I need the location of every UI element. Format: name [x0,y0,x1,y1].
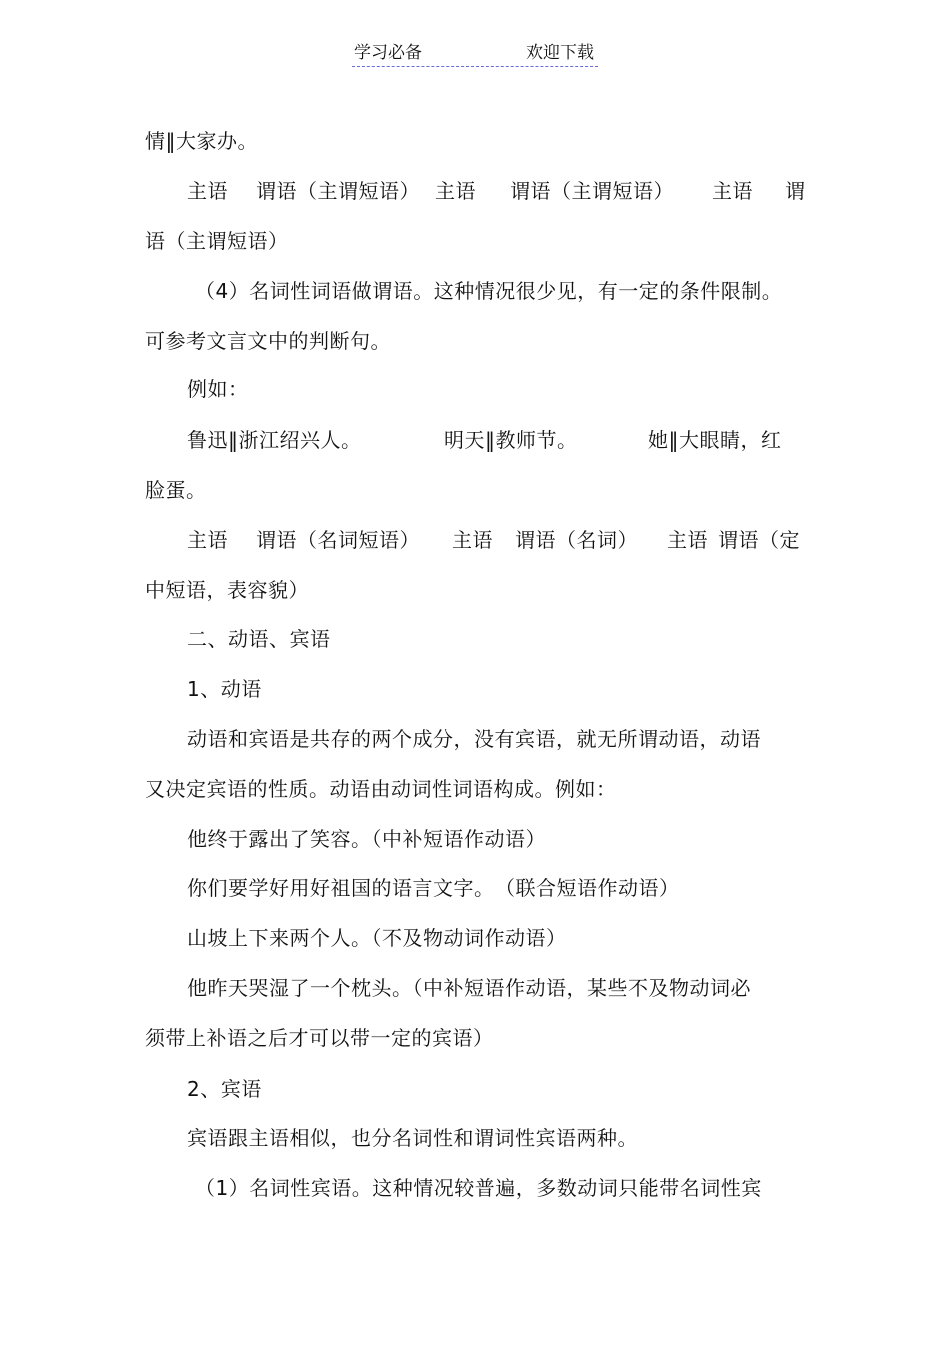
line-segment: 谓语（定 [718,528,800,552]
text-line: 可参考文言文中的判断句。 [145,329,391,353]
text-line: 须带上补语之后才可以带一定的宾语） [145,1026,494,1050]
example-line: 山坡上下来两个人。（不及物动词作动语） [187,926,567,950]
line-segment: 她‖大眼睛，红 [648,428,782,452]
line-segment: 谓语（主谓短语） [256,179,420,203]
line-segment: 主语 [712,179,753,203]
line-segment: 谓语（名词） [515,528,638,552]
line-segment: 鲁迅‖浙江绍兴人。 [187,428,362,452]
text-line: 中短语，表容貌） [145,578,309,602]
section-heading: 二、动语、宾语 [187,627,331,651]
text-line: （4）名词性词语做谓语。这种情况很少见，有一定的条件限制。 [195,279,783,303]
line-segment: 明天‖教师节。 [444,428,578,452]
subsection-heading: 1、动语 [187,677,262,701]
text-line: 动语和宾语是共存的两个成分，没有宾语，就无所谓动语，动语 [187,727,761,751]
header-left-text: 学习必备 [354,43,422,63]
header-right-text: 欢迎下载 [526,43,594,63]
line-segment: 主语 [187,528,228,552]
example-line: 他终于露出了笑容。（中补短语作动语） [187,827,546,851]
line-segment: 主语 [187,179,228,203]
line-segment: 主语 [667,528,708,552]
page-header [352,40,598,67]
text-line: 宾语跟主语相似，也分名词性和谓词性宾语两种。 [187,1126,638,1150]
text-line: 语（主谓短语） [145,229,289,253]
text-line: （1）名词性宾语。这种情况较普遍，多数动词只能带名词性宾 [195,1176,762,1200]
subsection-heading: 2、宾语 [187,1077,262,1101]
text-line: 例如： [187,377,249,401]
line-segment: 谓语（主谓短语） [510,179,674,203]
line-segment: 谓语（名词短语） [256,528,420,552]
text-line: 情‖大家办。 [145,129,258,153]
text-line: 又决定宾语的性质。动语由动词性词语构成。例如： [145,777,617,801]
line-segment: 主语 [435,179,476,203]
text-line: 脸蛋。 [145,478,207,502]
line-segment: 谓 [785,179,806,203]
line-segment: 主语 [452,528,493,552]
example-line: 你们要学好用好祖国的语言文字。 （联合短语作动语） [187,876,680,900]
example-line: 他昨天哭湿了一个枕头。（中补短语作动语，某些不及物动词必 [187,976,751,1000]
